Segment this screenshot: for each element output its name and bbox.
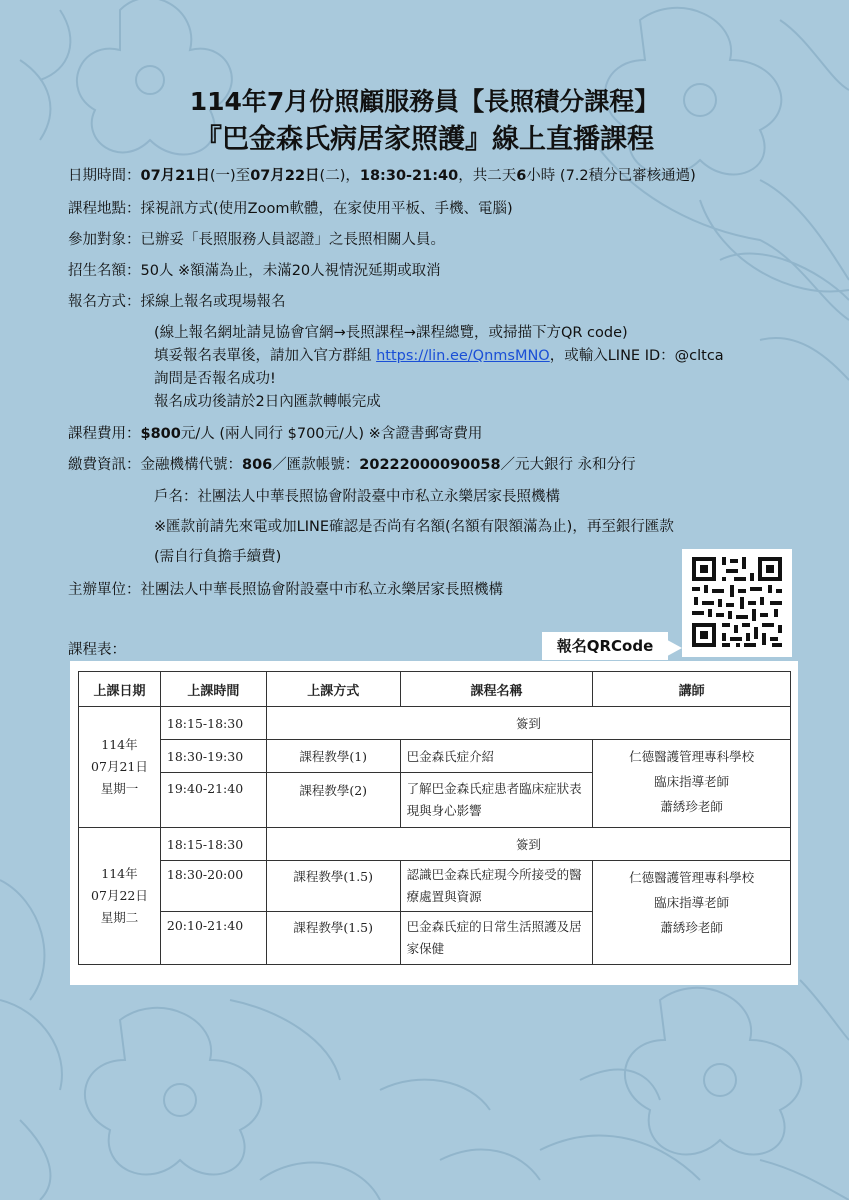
- day2-weekday: 星期二: [100, 910, 139, 925]
- day1-teacher: [593, 740, 791, 828]
- day2-s1-time: 18:30-20:00: [160, 861, 266, 912]
- day1-teacher-title: 臨床指導老師: [654, 774, 730, 789]
- day2-checkin-time: 18:15-18:30: [160, 828, 266, 861]
- account-label: ／匯款帳號：: [272, 457, 360, 473]
- day2-day: 07月22日: [91, 888, 148, 903]
- day1-s2-course: 了解巴金森氏症患者臨床症狀表現與身心影響: [400, 773, 593, 828]
- info-payment: [68, 453, 636, 474]
- day2-s2-time: 20:10-21:40: [160, 912, 266, 965]
- day2-s1-mode: 課程教學(1.5): [266, 861, 400, 912]
- register-note-1: (線上報名網址請見協會官網→長照課程→課程總覽，或掃描下方QR code): [154, 325, 628, 341]
- qr-code-icon: [682, 549, 792, 657]
- day1-teacher-school: 仁德醫護管理專科學校: [629, 749, 755, 764]
- register-note-4: 報名成功後請於2日內匯款轉帳完成: [154, 394, 381, 410]
- schedule-table: [78, 671, 791, 965]
- register-note-2: [154, 344, 724, 365]
- date-start-day: (一)至: [209, 168, 251, 184]
- duration-label: ，共二天: [458, 168, 517, 184]
- table-row: [79, 861, 791, 912]
- table-row: [79, 707, 791, 740]
- bank-code: 806: [242, 457, 273, 473]
- bank-account: 20222000090058: [359, 457, 501, 473]
- info-quota: 招生名額：50人 ※額滿為止，未滿20人視情況延期或取消: [68, 263, 441, 279]
- duration-hours: 6: [516, 168, 527, 184]
- date-start: 07月21日: [140, 168, 210, 184]
- header-time: 上課時間: [160, 672, 266, 707]
- info-register: 報名方式：採線上報名或現場報名: [68, 294, 286, 310]
- fee-value: $800: [140, 426, 181, 442]
- table-header-row: [79, 672, 791, 707]
- payment-note: ※匯款前請先來電或加LINE確認是否尚有名額(名額有限額滿為止)，再至銀行匯款: [154, 519, 674, 535]
- info-organizer: 主辦單位：社團法人中華長照協會附設臺中市私立永樂居家長照機構: [68, 582, 503, 598]
- header-date: 上課日期: [79, 672, 161, 707]
- payment-account-name: 戶名：社團法人中華長照協會附設臺中市私立永樂居家長照機構: [154, 489, 560, 505]
- bank-name: ／元大銀行 永和分行: [500, 457, 636, 473]
- date-end: 07月22日: [250, 168, 320, 184]
- day1-s1-time: 18:30-19:30: [160, 740, 266, 773]
- line-id-text: ，或輸入LINE ID：@cltca: [549, 348, 724, 364]
- table-row: [79, 740, 791, 773]
- payment-fee-note: (需自行負擔手續費): [154, 549, 282, 565]
- day2-s1-course: 認識巴金森氏症現今所接受的醫療處置與資源: [400, 861, 593, 912]
- credit-note: 小時 (7.2積分已審核通過): [526, 168, 696, 184]
- day1-date: [79, 707, 161, 828]
- day2-teacher: [593, 861, 791, 965]
- day1-year: 114年: [101, 737, 138, 752]
- day1-checkin: 簽到: [266, 707, 790, 740]
- fee-label: 課程費用：: [68, 426, 141, 442]
- day2-teacher-name: 蕭綉珍老師: [660, 920, 723, 935]
- fee-note: 元/人 (兩人同行 $700元/人) ※含證書郵寄費用: [180, 426, 483, 442]
- day2-teacher-title: 臨床指導老師: [654, 895, 730, 910]
- day1-s1-course: 巴金森氏症介紹: [400, 740, 593, 773]
- day2-teacher-school: 仁德醫護管理專科學校: [629, 870, 755, 885]
- time-range: 18:30-21:40: [359, 168, 459, 184]
- day1-teacher-name: 蕭綉珍老師: [660, 799, 723, 814]
- line-group-link[interactable]: https://lin.ee/QnmsMNO: [376, 348, 550, 364]
- register-note-3: 詢問是否報名成功!: [154, 371, 276, 387]
- header-course: 課程名稱: [400, 672, 593, 707]
- day1-s2-mode: 課程教學(2): [266, 773, 400, 828]
- day1-s1-mode: 課程教學(1): [266, 740, 400, 773]
- day2-s2-course: 巴金森氏症的日常生活照護及居家保健: [400, 912, 593, 965]
- day1-weekday: 星期一: [100, 781, 139, 796]
- payment-label: 繳費資訊：金融機構代號：: [68, 457, 242, 473]
- day2-s2-mode: 課程教學(1.5): [266, 912, 400, 965]
- day2-date: [79, 828, 161, 965]
- qr-label: 報名QRCode: [542, 632, 668, 660]
- page-subtitle: 『巴金森氏病居家照護』線上直播課程: [195, 124, 654, 155]
- info-fee: [68, 422, 482, 443]
- day1-day: 07月21日: [91, 759, 148, 774]
- header-mode: 上課方式: [266, 672, 400, 707]
- day2-checkin: 簽到: [266, 828, 790, 861]
- page-title: 114年7月份照顧服務員【長照積分課程】: [189, 87, 660, 116]
- day1-s2-time: 19:40-21:40: [160, 773, 266, 828]
- schedule-table-panel: [70, 661, 798, 985]
- date-end-day: (二)，: [319, 168, 360, 184]
- info-datetime: [68, 164, 696, 185]
- day2-year: 114年: [101, 866, 138, 881]
- table-row: [79, 828, 791, 861]
- datetime-label: 日期時間：: [68, 168, 141, 184]
- info-location: 課程地點：採視訊方式(使用Zoom軟體，在家使用平板、手機、電腦): [68, 201, 513, 217]
- schedule-label: 課程表：: [68, 642, 126, 658]
- day1-checkin-time: 18:15-18:30: [160, 707, 266, 740]
- register-note-2-text: 填妥報名表單後，請加入官方群組: [154, 348, 377, 364]
- header-teacher: 講師: [593, 672, 791, 707]
- qr-code[interactable]: [682, 549, 792, 657]
- info-audience: 參加對象：已辦妥「長照服務人員認證」之長照相關人員。: [68, 232, 445, 248]
